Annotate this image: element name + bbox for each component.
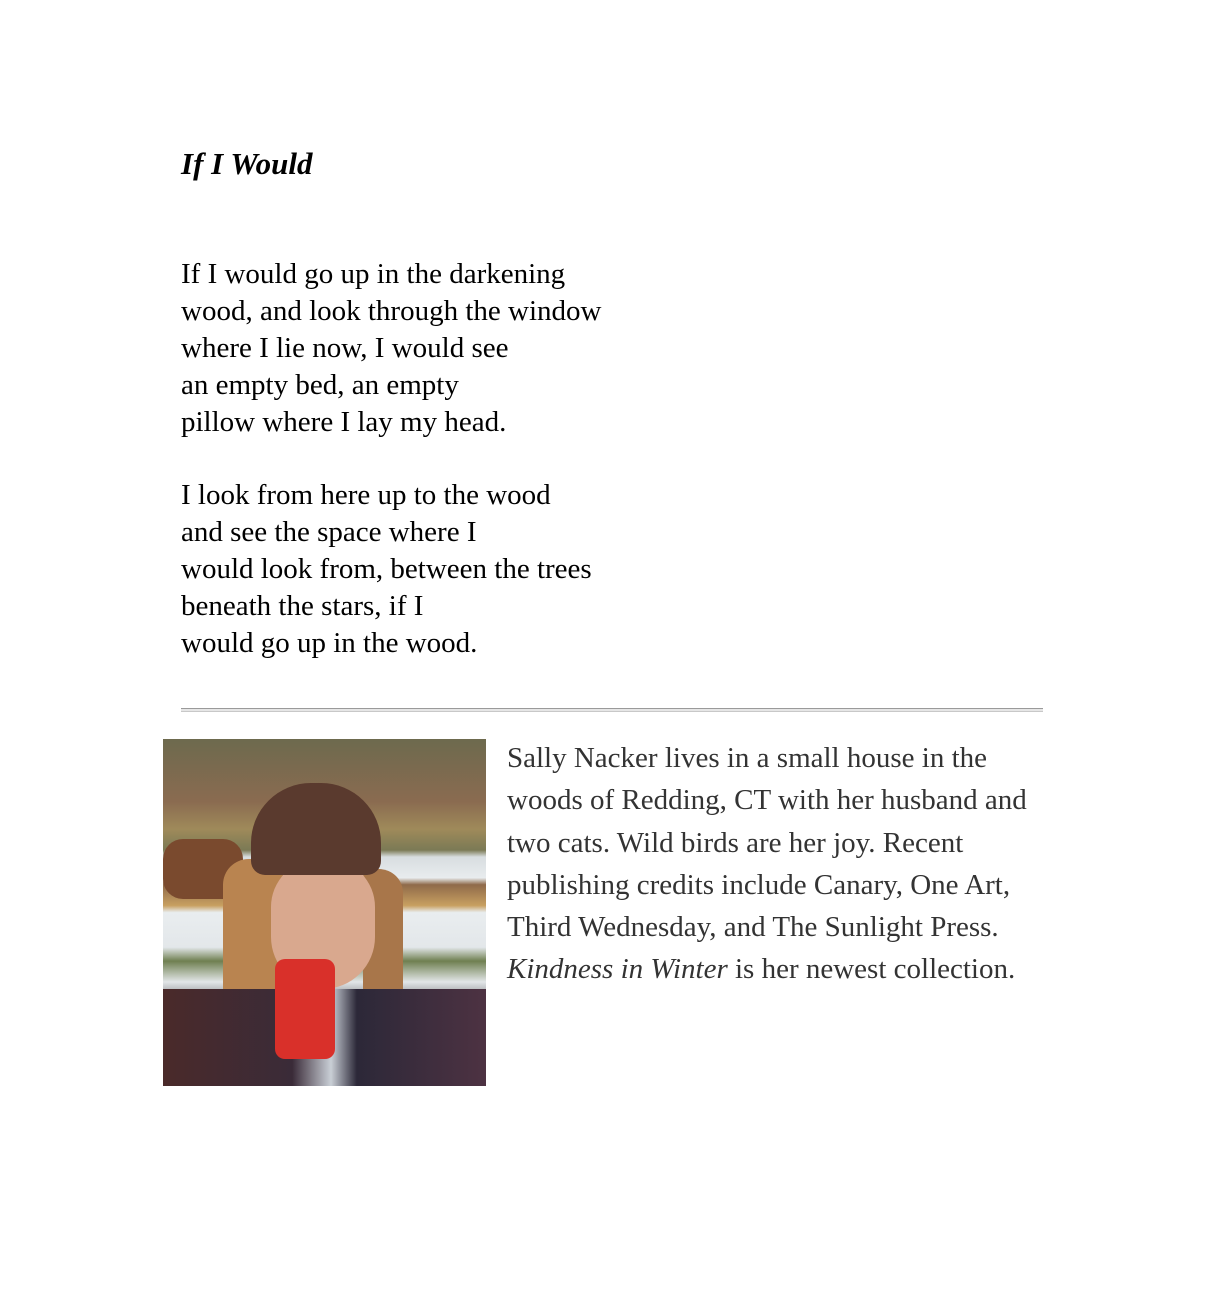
poem-line: and see the space where I [181,516,477,548]
photo-scarf [275,959,335,1059]
author-photo [163,739,486,1086]
poem-stanza-2 [181,477,592,662]
poem-line: pillow where I lay my head. [181,406,507,438]
horizontal-divider [181,708,1043,712]
poem-title: If I Would [181,146,313,181]
poem-line: I look from here up to the wood [181,479,551,511]
poem-line: an empty bed, an empty [181,369,459,401]
poem-line: where I lie now, I would see [181,332,509,364]
book-title: Kindness in Winter [507,953,728,986]
bio-text-part2: is her newest collection. [727,953,1016,986]
poem-line: would look from, between the trees [181,553,592,585]
poem-line: wood, and look through the window [181,295,602,327]
bio-text-part1: Sally Nacker lives in a small house in the woods of Redding, CT with her husband and two cats. Wild birds are her joy. Recent publishing credits include Canary, One Art, Third Wednesday, and The Sunlight Press. [507,742,1027,944]
poem-line: beneath the stars, if I [181,590,424,622]
poem-line: If I would go up in the darkening [181,258,566,290]
photo-hat [251,783,381,875]
author-bio [507,737,1052,991]
poem-line: would go up in the wood. [181,627,478,659]
poem-stanza-1 [181,256,601,441]
